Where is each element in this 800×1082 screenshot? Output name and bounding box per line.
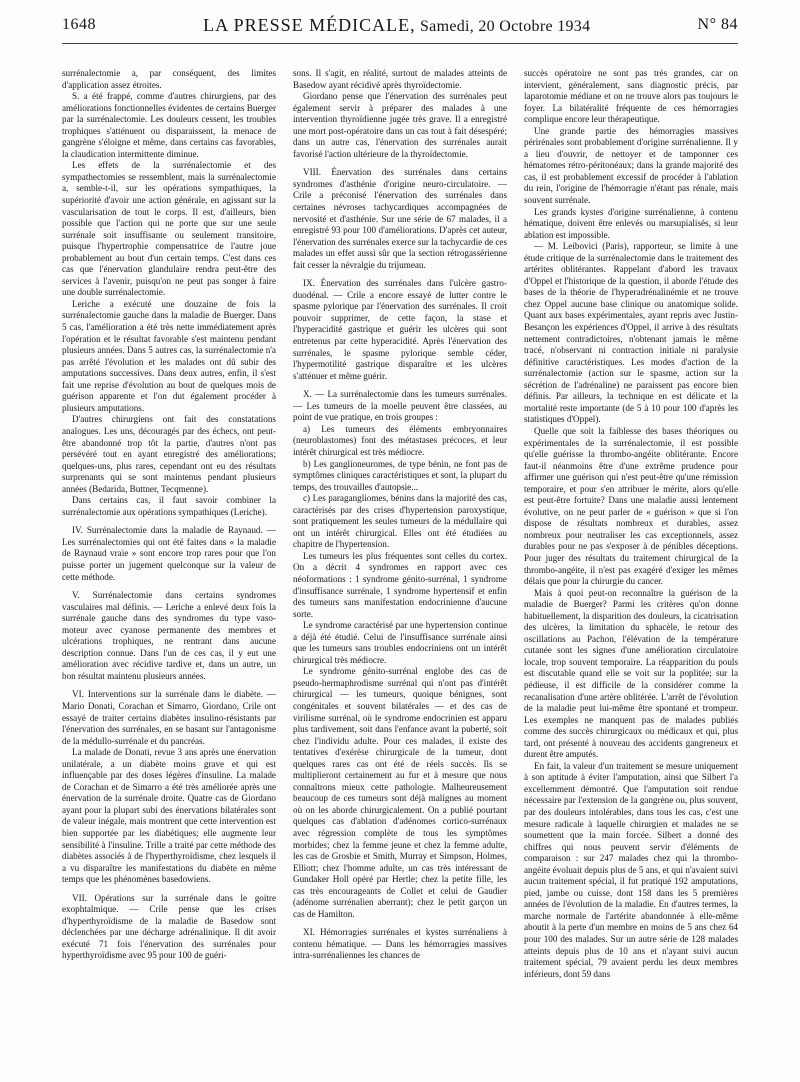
paragraph: V. Surrénalectomie dans certains syndromes vasculaires mal définis. — Leriche a enlevé deux fois la surrénale gauche dans des syndromes du type vaso-moteur avec cyanose permanente des membres et ulcérations trophiques, ne rentrant dans aucune description connue. Dans l'un de ces cas, il y eut une amélioration avec récidive tardive et, dans un autre, un bon résultat maintenu plusieurs années. xyxy=(62,590,276,681)
journal-title xyxy=(203,15,590,36)
paragraph: XI. Hémorragies surrénales et kystes surrénaliens à contenu hématique. — Dans les hémorragies massives intra-surrénaliennes les chances de xyxy=(293,927,507,961)
paragraph: Quelle que soit la faiblesse des bases théoriques ou expérimentales de la surrénalectomie, il est possible qu'elle guérisse la thrombo-angéite oblitérante. Encore faut-il néanmoins être d'une extrême prudence pour affirmer une guérison qui n'est peut-être qu'une rémission temporaire, et pour s'en attribuer le mérite, alors qu'elle est peut-être fortuite? Dans une maladie aussi lentement évolutive, on ne peut parler de « guérison » que si l'on dispose de résultats nombreux et durables, assez nombreux pour neutraliser les cas exceptionnels, assez durables pour ne pas s'exposer à de pénibles déceptions. Pour juger des résultats du traitement chirurgical de la thrombo-angéite, il n'est pas exagéré d'exiger les mêmes délais que pour la chirurgie du cancer. xyxy=(524,425,738,587)
paragraph: c) Les paragangliomes, bénins dans la majorité des cas, caractérisés par des crises d'hypertension paroxystique, sont pratiquement les seules tumeurs de la médullaire qui ont un intérêt chirurgical. Elles ont été étudiées au chapitre de l'hypertension. xyxy=(293,493,507,550)
column-middle xyxy=(293,68,507,1074)
page-number: 1648 xyxy=(62,16,96,33)
paragraph: IV. Surrénalectomie dans la maladie de Raynaud. — Les surrénalectomies qui ont été faites dans « la maladie de Raynaud vraie » sont encore trop rares pour que l'on puisse porter un jugement quelconque sur la valeur de cette méthode. xyxy=(62,525,276,582)
paragraph: surrénalectomie a, par conséquent, des limites d'application assez étroites. xyxy=(62,68,276,90)
paragraph: sons. Il s'agit, en réalité, surtout de malades atteints de Basedow ayant récidivé après thyroïdectomie. xyxy=(293,68,507,90)
paragraph: Le syndrome caractérisé par une hypertension continue a déjà été étudié. Celui de l'insuffisance surrénale ainsi que les tumeurs sans troubles endocriniens ont un intérêt chirurgical très médiocre. xyxy=(293,620,507,665)
paragraph: Dans certains cas, il faut savoir combiner la surrénalectomie aux opérations sympathiques (Leriche). xyxy=(62,495,276,517)
paragraph: — M. Leibovici (Paris), rapporteur, se limite à une étude critique de la surrénalectomie dans le traitement des artérites oblitérantes. Rappelant d'abord les travaux d'Oppel et l'historique de la question, il aborde l'étude des bases de la théorie de l'hyperadrénalinémie et ne trouve chez Oppel aucune base clinique ou anatomique solide. Quant aux bases expérimentales, ayant repris avec Justin-Besançon les expériences d'Oppel, il arrive à des résultats nettement contradictoires, n'obtenant jamais le même tracé, n'observant ni contraction initiale ni paralysie définitive caractéristiques. Les modes d'action de la surrénalectomie (action sur le spasme, action sur la sécrétion de l'adrénaline) ne paraissent pas encore bien définis. Par ailleurs, la technique en est délicate et la mortalité reste importante (de 5 à 10 pour 100 d'après les statistiques d'Oppel). xyxy=(524,241,738,425)
paragraph: IX. Énervation des surrénales dans l'ulcère gastro-duodénal. — Crile a encore essayé de lutter contre le spasme pylorique par l'énervation des surrénales. Il croit pouvoir supprimer, de cette façon, la stase et l'hyperacidité gastrique et guérir les ulcères qui sont entretenus par cette hyperacidité. Après l'énervation des surrénales, le spasme pylorique semble céder, l'hypermotilité gastrique disparaître et les ulcères s'atténuer et même guérir. xyxy=(293,278,507,381)
paragraph: Les tumeurs les plus fréquentes sont celles du cortex. On a décrit 4 syndromes en rapport avec ces néoformations : 1 syndrome génito-surrénal, 1 syndrome d'insuffisance surrénale, 1 syndrome hypertensif et enfin des tumeurs sans manifestation endocrinienne d'aucune sorte. xyxy=(293,550,507,619)
paragraph: VII. Opérations sur la surrénale dans le goitre exophtalmique. — Crile pense que les crises d'hyperthyroïdisme de la maladie de Basedow sont déclenchées par une décharge adrénalinique. Il dit avoir exécuté 71 fois l'énervation des surrénales pour hyperthyroïdisme avec 95 pour 100 de guéri- xyxy=(62,892,276,961)
article-columns xyxy=(62,68,738,1074)
paragraph: Mais à quoi peut-on reconnaître la guérison de la maladie de Buerger? Parmi les critères qu'on donne habituellement, la disparition des douleurs, la cicatrisation des ulcères, la limitation du sphacèle, le retour des oscillations au Pachon, l'élévation de la température cutanée sont les signes d'une amélioration circulatoire locale, trop souvent temporaire. La réapparition du pouls est discutable quand elle se voit sur la poplitée; sur la pédieuse, il est difficile de la considérer comme la recanalisation d'une artère oblitérée. L'arrêt de l'évolution de la maladie peut lui-même être spontané et trompeur. Les exemples ne manquent pas de malades publiés comme des succès chirurgicaux ou médicaux et qui, plus tard, ont présenté à nouveau des accidents gangreneux et durent être amputés. xyxy=(524,587,738,760)
paragraph: D'autres chirurgiens ont fait des constatations analogues. Les uns, découragés par des échecs, ont peut-être abandonné trop tôt la partie, d'autres n'ont pas persévéré tout en ayant enregistré des améliorations; quelques-uns, plus rares, cependant ont eu des résultats surprenants qui se sont maintenus pendant plusieurs années (Bedarida, Buttner, Tecqmenne). xyxy=(62,414,276,494)
paragraph: Le syndrome génito-surrénal englobe des cas de pseudo-hermaphrodisme surrénal qui n'ont pas d'intérêt chirurgical — les tumeurs, quoique bénignes, sont congénitales et souvent bilatérales — et des cas de virilisme surrénal, où le syndrome endocrinien est apparu plus tardivement, soit dans l'enfance avant la puberté, soit chez l'individu adulte. Pour ces malades, il existe des tentatives d'exérèse chirurgicale de la tumeur, dont quelques rares cas ont été de réels succès. Ils se multiplieront certainement au fur et à mesure que nous connaîtrons mieux cette pathologie. Malheureusement beaucoup de ces tumeurs sont déjà malignes au moment où on les aborde chirurgicalement. On a publié pourtant quelques cas d'ablation d'adénomes cortico-surrénaux avec régression complète de tous les symptômes morbides; chez la femme jeune et chez la femme adulte, les cas de Grosbie et Smith, Murray et Simpson, Holmes, Elliott; chez l'homme adulte, un cas très intéressant de Gundaker Holl opéré par Hertle; chez la petite fille, les cas très encourageants de Collet et celui de Gaudier (adénome surrénalien aberrant); chez le petit garçon un cas de Hamilton. xyxy=(293,666,507,919)
paragraph: S. a été frappé, comme d'autres chirurgiens, par des améliorations fonctionnelles évidentes de certains Buerger par la surrénalectomie. Les douleurs cessent, les troubles trophiques s'atténuent ou disparaissent, la menace de gangrène s'éloigne et même, dans certains cas favorables, la claudication intermittente diminue. xyxy=(62,91,276,159)
paragraph: X. — La surrénalectomie dans les tumeurs surrénales. — Les tumeurs de la moelle peuvent être classées, au point de vue pratique, en trois groupes : xyxy=(293,389,507,423)
paragraph: En fait, la valeur d'un traitement se mesure uniquement à son aptitude à éviter l'amputation, ainsi que Silbert l'a excellemment démontré. Que l'amputation soit rendue nécessaire par l'extension de la gangrène ou, plus souvent, par des douleurs intolérables, dans tous les cas, c'est une mesure radicale à laquelle chirurgien et malades ne se soumettent que la main forcée. Silbert a donné des chiffres qui nous peuvent servir d'éléments de comparaison : sur 247 malades chez qui la thrombo-angéite évoluait depuis plus de 5 ans, et qui n'avaient suivi aucun traitement spécial, il fut pratiqué 192 amputations, pied, jambe ou cuisse, dont 158 dans les 5 premières années de l'évolution de la maladie. En d'autres termes, la marche normale de l'artérite abandonnée à elle-même aboutit à la perte d'un membre en moins de 5 ans chez 64 pour 100 des malades. Sur un autre série de 128 malades atteints depuis plus de 10 ans et n'ayant suivi aucun traitement spécial, 79 avaient perdu les deux membres inférieurs, dont 59 dans xyxy=(524,760,738,979)
paragraph: a) Les tumeurs des éléments embryonnaires (neuroblastomes) font des métastases précoces, et leur intérêt chirurgical est très médiocre. xyxy=(293,423,507,457)
paragraph: Une grande partie des hémorragies massives périrénales sont probablement d'origine surrénalienne. Il y a lieu d'ouvrir, de nettoyer et de tamponner ces hématomes rétro-péritonéaux; dans la grande majorité des cas, il est probablement excessif de procéder à l'ablation du rein, l'origine de l'hémorragie n'étant pas rénale, mais souvent surrénale. xyxy=(524,125,738,206)
page-header xyxy=(62,10,738,40)
paragraph: Les grands kystes d'origine surrénalienne, à contenu hématique, doivent être enlevés ou marsupialisés, si leur ablation est impossible. xyxy=(524,206,738,240)
paragraph: Les effets de la surrénalectomie et des sympathectomies se ressemblent, mais la surrénalectomie a, semble-t-il, sur les opérations sympathiques, la supériorité d'avoir une action générale, en agissant sur la vascularisation de tout le corps. Il est, d'ailleurs, bien possible que l'action qui ne porte que sur une seule surrénale soit insuffisante ou seulement transitoire, puisque l'hypertrophie compensatrice de l'autre joue probablement au bout d'un certain temps. C'est dans ces cas que l'énervation glandulaire rendra peut-être des services à l'avenir, puisqu'on ne peut pas songer à faire une double surrénalectomie. xyxy=(62,160,276,298)
column-left xyxy=(62,68,276,1074)
column-right xyxy=(524,68,738,1074)
paragraph: Leriche a exécuté une douzaine de fois la surrénalectomie gauche dans la maladie de Buerger. Dans 5 cas, l'amélioration a été très nette immédiatement après l'opération et le résultat favorable s'est maintenu pendant plusieurs années. Dans 5 autres cas, la surrénalectomie n'a pas arrêté l'évolution et les malades ont dû subir des amputations successives. Dans deux autres, enfin, il s'est fait une reprise d'évolution au bout de quelques mois de guérison apparente et l'on dut également procéder à plusieurs amputations. xyxy=(62,298,276,413)
paragraph: VI. Interventions sur la surrénale dans le diabète. — Mario Donati, Corachan et Simarro, Giordano, Crile ont essayé de traiter certains diabètes insulino-résistants par l'énervation des surrénales, en se basant sur l'antagonisme de la médullo-surrénale et du pancréas. xyxy=(62,689,276,746)
paragraph: b) Les ganglioneuromes, de type bénin, ne font pas de symptômes cliniques caractéristiques et sont, la plupart du temps, des trouvailles d'autopsie... xyxy=(293,458,507,492)
paragraph: Giordano pense que l'énervation des surrénales peut également servir à préparer des malades à une intervention thyroïdienne jugée très grave. Il a enregistré une mort post-opératoire dans un cas tout à fait désespéré; dans un autre cas, l'énervation des surrénales aurait favorisé l'action ultérieure de la thyroïdectomie. xyxy=(293,91,507,159)
header-rule xyxy=(62,43,738,44)
issue-number: N° 84 xyxy=(697,16,738,33)
paragraph: VIII. Énervation des surrénales dans certains syndromes d'asthénie d'origine neuro-circulatoire. — Crile a préconisé l'énervation des surrénales dans certaines névroses tachycardiques accompagnées de nervosité et d'asthénie. Sur une série de 67 malades, il a enregistré 93 pour 100 d'améliorations. D'après cet auteur, l'énervation des surrénales exerce sur la tachycardie de ces malades un effet aussi sûr que la section rétrogassérienne fait cesser la névralgie du trijumeau. xyxy=(293,167,507,270)
issue-date: Samedi, 20 Octobre 1934 xyxy=(419,17,591,35)
journal-name: LA PRESSE MÉDICALE, xyxy=(203,14,416,35)
paragraph: succès opératoire ne sont pas très grandes, car on intervient, généralement, sans diagnostic précis, par laparotomie médiane et on ne trouve alors pas toujours le foyer. La bilatéralité fréquente de ces hémorragies complique encore leur thérapeutique. xyxy=(524,68,738,125)
paragraph: La malade de Donati, revue 3 ans après une énervation unilatérale, a un diabète moins grave et qui est influençable par des doses légères d'insuline. La malade de Corachan et de Simarro a été très améliorée après une énervation de la surrénale droite. Quatre cas de Giordano ayant pour la plupart subi des énervations bilatérales sont de valeur inégale, mais montrent que cette intervention est bien supportée par les diabétiques; elle augmente leur sensibilité à l'insuline. Trille a traité par cette méthode des diabètes associés à de l'hyperthyroïdisme, chez lesquels il a vu disparaître les manifestations du diabète en même temps que les phénomènes basedowiens. xyxy=(62,747,276,885)
